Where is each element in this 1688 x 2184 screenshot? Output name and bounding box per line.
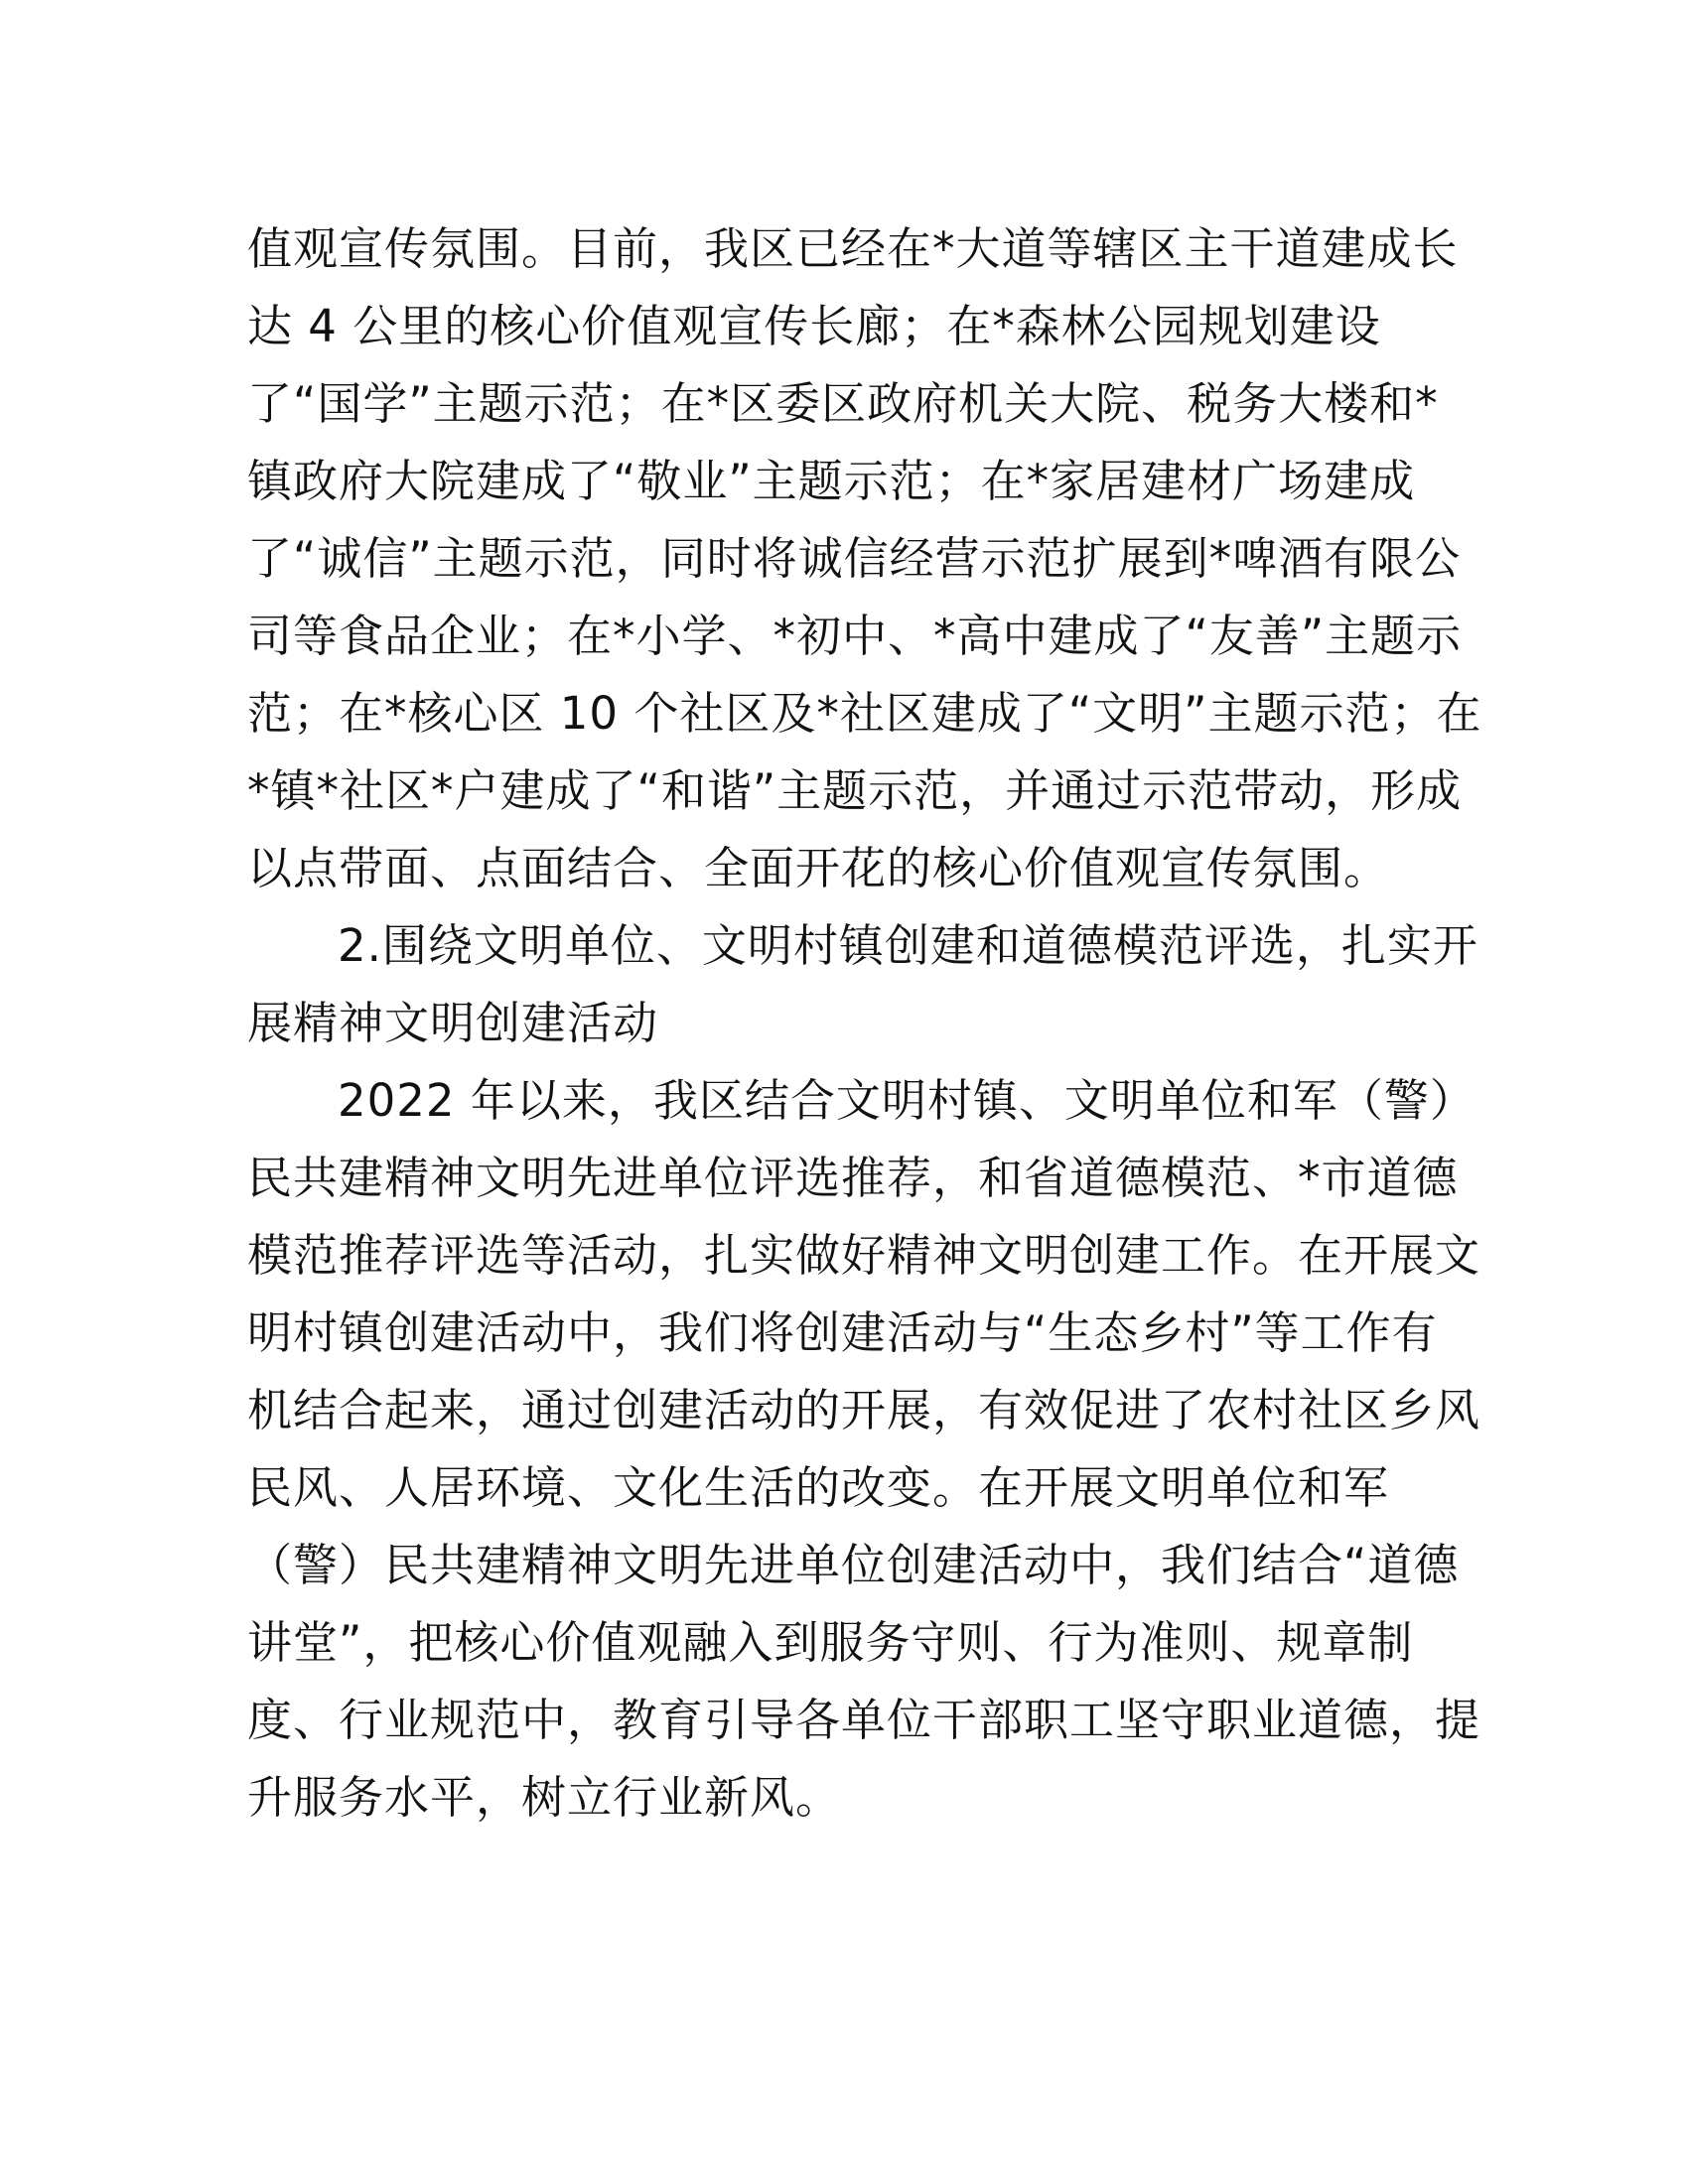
text-line: *镇*社区*户建成了“和谐”主题示范，并通过示范带动，形成 xyxy=(247,764,1463,817)
text-line: 值观宣传氛围。目前，我区已经在*大道等辖区主干道建成长 xyxy=(247,222,1459,275)
document-body xyxy=(247,210,1482,1837)
heading-line: 展精神文明创建活动 xyxy=(247,997,659,1049)
text-line: 了“诚信”主题示范，同时将诚信经营示范扩展到*啤酒有限公 xyxy=(247,532,1462,585)
text-line: 范；在*核心区 10 个社区及*社区建成了“文明”主题示范；在 xyxy=(247,687,1482,740)
text-line: 度、行业规范中，教育引导各单位干部职工坚守职业道德，提 xyxy=(247,1694,1481,1746)
text-line: 升服务水平，树立行业新风。 xyxy=(247,1771,842,1824)
text-line: 了“国学”主题示范；在*区委区政府机关大院、税务大楼和* xyxy=(247,377,1439,430)
text-line: 民风、人居环境、文化生活的改变。在开展文明单位和军 xyxy=(247,1461,1390,1514)
text-line: 机结合起来，通过创建活动的开展，有效促进了农村社区乡风 xyxy=(247,1384,1481,1436)
section-heading-2 xyxy=(247,907,1478,1062)
text-line: 讲堂”，把核心价值观融入到服务守则、行为准则、规章制 xyxy=(247,1616,1414,1669)
text-line: 以点带面、点面结合、全面开花的核心价值观宣传氛围。 xyxy=(247,842,1390,894)
text-line: 司等食品企业；在*小学、*初中、*高中建成了“友善”主题示 xyxy=(247,610,1463,662)
paragraph-core-values xyxy=(247,210,1482,907)
text-line: 镇政府大院建成了“敬业”主题示范；在*家居建材广场建成 xyxy=(247,455,1416,507)
text-line: 民共建精神文明先进单位评选推荐，和省道德模范、*市道德 xyxy=(247,1152,1459,1204)
text-line: 达 4 公里的核心价值观宣传长廊；在*森林公园规划建设 xyxy=(247,300,1381,352)
text-line: 模范推荐评选等活动，扎实做好精神文明创建工作。在开展文 xyxy=(247,1229,1481,1282)
heading-line: 2.围绕文明单位、文明村镇创建和道德模范评选，扎实开 xyxy=(338,919,1478,972)
text-line: 2022 年以来，我区结合文明村镇、文明单位和军（警） xyxy=(338,1074,1476,1127)
text-line: （警）民共建精神文明先进单位创建活动中，我们结合“道德 xyxy=(247,1539,1460,1591)
text-line: 明村镇创建活动中，我们将创建活动与“生态乡村”等工作有 xyxy=(247,1306,1438,1359)
paragraph-civilization-creation xyxy=(247,1062,1481,1837)
